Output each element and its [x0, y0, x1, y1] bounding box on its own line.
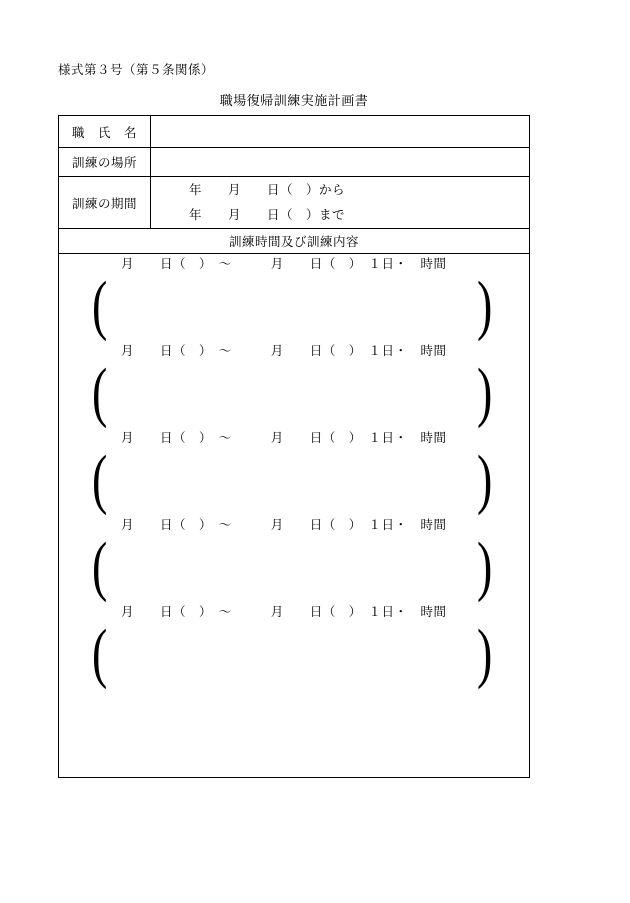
brace-right-icon: ) — [477, 615, 493, 690]
brace-left-icon: ( — [92, 267, 108, 342]
table-row-place — [59, 148, 529, 177]
brace-right-icon: ) — [477, 441, 493, 516]
brace-left-icon: ( — [92, 528, 108, 603]
entry-date-line[interactable]: 月 日（ ） 〜 月 日（ ） １日・ 時間 — [121, 605, 447, 619]
brace-left-icon: ( — [92, 354, 108, 429]
training-entry — [59, 428, 529, 515]
training-entries — [59, 254, 529, 777]
table-row-name — [59, 116, 529, 148]
training-entry — [59, 602, 529, 689]
form-code: 様式第３号（第５条関係） — [58, 63, 215, 77]
training-entry — [59, 254, 529, 341]
period-from-line: 年 月 日（ ）から — [189, 182, 346, 197]
period-label: 訓練の期間 — [59, 177, 151, 228]
form-table — [58, 115, 530, 778]
place-label: 訓練の場所 — [59, 148, 151, 176]
training-entry — [59, 341, 529, 428]
section-header-training: 訓練時間及び訓練内容 — [59, 229, 529, 254]
brace-right-icon: ) — [477, 354, 493, 429]
brace-right-icon: ) — [477, 267, 493, 342]
entry-date-line[interactable]: 月 日（ ） 〜 月 日（ ） １日・ 時間 — [121, 344, 447, 358]
period-field[interactable] — [151, 177, 529, 228]
name-label: 職 氏 名 — [59, 116, 151, 147]
brace-right-icon: ) — [477, 528, 493, 603]
page-title: 職場復帰訓練実施計画書 — [219, 93, 369, 108]
table-row-period — [59, 177, 529, 229]
brace-left-icon: ( — [92, 615, 108, 690]
training-entry — [59, 515, 529, 602]
place-field[interactable] — [151, 148, 529, 176]
brace-left-icon: ( — [92, 441, 108, 516]
entry-date-line[interactable]: 月 日（ ） 〜 月 日（ ） １日・ 時間 — [121, 518, 447, 532]
period-to-line: 年 月 日（ ）まで — [189, 207, 346, 222]
entry-date-line[interactable]: 月 日（ ） 〜 月 日（ ） １日・ 時間 — [121, 431, 447, 445]
name-field[interactable] — [151, 116, 529, 147]
entry-date-line[interactable]: 月 日（ ） 〜 月 日（ ） １日・ 時間 — [121, 257, 447, 271]
